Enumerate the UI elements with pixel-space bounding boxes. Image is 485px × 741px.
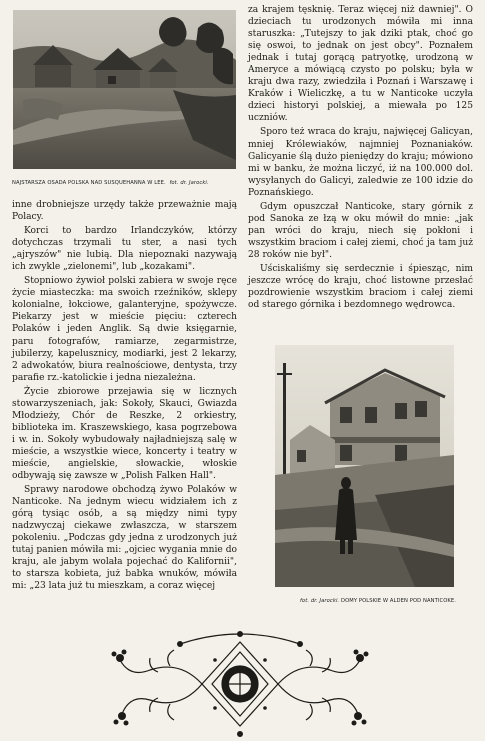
settlement-photo-caption bbox=[12, 180, 209, 186]
paragraph: Życie zbiorowe przejawia się w licznych stowarzyszeniach, jak: Sokoły, Skauci, Gwiazda Młodzieży, Chór de Reszke, 2 orkiestry, biblioteka im. Kraszewskiego, kasa pogrzebowa i w. in. Sokoły wybudowały najładniejszą salę w mieście, a wszystkie wiece, koncerty i teatry w mieście, angielskie, słowackie, włoskie odbywają się zawsze w „Polish Falken Hall". bbox=[12, 386, 237, 482]
paragraph: Sprawy narodowe obchodzą żywo Polaków w Nanticoke. Na jednym wiecu widziałem ich z górą tysiąc osób, a są między nimi typy nadzwyczaj ciekawe zwłaszcza, w starszem pokoleniu. „Podczas gdy jedna z urodzonych już tutaj panien mówiła mi: „ojciec wygania mnie do kraju, ale jabym wolała pojechać do Kalifornii", to starsza kobieta, już babka wnuków, mówiła mi: „23 lata już tu mieszkam, a coraz więcej bbox=[12, 485, 237, 592]
paragraph: Uściskaliśmy się serdecznie i śpiesząc, nim jeszcze wrócę do kraju, choć listowne przesłać pozdrowienie wszystkim braciom i całej ziemi od starego górnika i bezdomnego wędrowca. bbox=[248, 263, 473, 311]
decorative-ornament bbox=[110, 630, 370, 738]
alden-houses-photo bbox=[275, 345, 454, 587]
paragraph: Korci to bardzo Irlandczyków, którzy dotychczas trzymali tu ster, a nasi tych „ajryszów" nie lubią. Dla niepoznaki nazywają ich zwykle „zielonemi", lub „kozakami". bbox=[12, 226, 237, 273]
caption-text: DOMY POLSKIE W ALDEN POD NANTICOKE. bbox=[339, 598, 457, 604]
right-column bbox=[248, 4, 473, 313]
paragraph: za krajem tęsknię. Teraz więcej niż dawniej". O dzieciach tu urodzonych mówiła mi inna staruszka: „Tutejszy to jak dziki ptak, choć go się oswoi, to jednak on jest obcy". Poznałem jednak i tutaj gorącą patryotkę, urodzoną w Ameryce a mówiącą czysto po polsku; była w kraju dwa razy, zwiedziła i Poznań i Warszawę i Kraków i Wieliczkę, a tu w Nanticoke uczyła dzieci historyi polskiej, a miewała po 125 uczniów. bbox=[248, 5, 473, 124]
caption-text: NAJSTARSZA OSADA POLSKA NAD SUSQUEHANNA W LEE. bbox=[12, 180, 168, 186]
photo-credit: fot. dr. Jarocki. bbox=[300, 598, 340, 604]
photo-credit: fot. dr. Jarocki. bbox=[169, 180, 209, 186]
left-column bbox=[12, 199, 237, 595]
settlement-photo bbox=[13, 10, 236, 169]
paragraph: inne drobniejsze urzędy także przeważnie mają Polacy. bbox=[12, 200, 237, 223]
paragraph: Sporo też wraca do kraju, najwięcej Galicyan, mniej Królewiaków, najmniej Poznaniaków. Galicyanie ślą dużo pieniędzy do kraju; mówiono mi w banku, że można liczyć, iż na 100.000 dol. wysyłanych do Galicyi, zaledwie ze 100 idzie do Poznańskiego. bbox=[248, 127, 473, 198]
alden-photo-caption bbox=[298, 598, 456, 604]
paragraph: Stopniowo żywioł polski zabiera w swoje ręce życie miasteczka: ma swoich rzeźników, sklepy kolonialne, łokciowe, galanteryjne, spożywcze. Piekarzy jest w mieście pięciu: czterech Polaków i jeden Anglik. Są dwie księgarnie, paru fotografów, ramiarze, zegarmistrze, jubilerzy, kapelusznicy, modiarki, jest 2 lekarzy, 2 adwokatów, biura realnościowe, dentysta, trzy parafie rz.-katolickie i jedna niezależna. bbox=[12, 276, 237, 383]
paragraph: Gdym opuszczał Nanticoke, stary górnik z pod Sanoka ze łzą w oku mówił do mnie: „jak pan wróci do kraju, niech się pokłoni i wszystkim braciom i całej ziemi, choć ja tam już 28 roków nie był". bbox=[248, 201, 473, 260]
